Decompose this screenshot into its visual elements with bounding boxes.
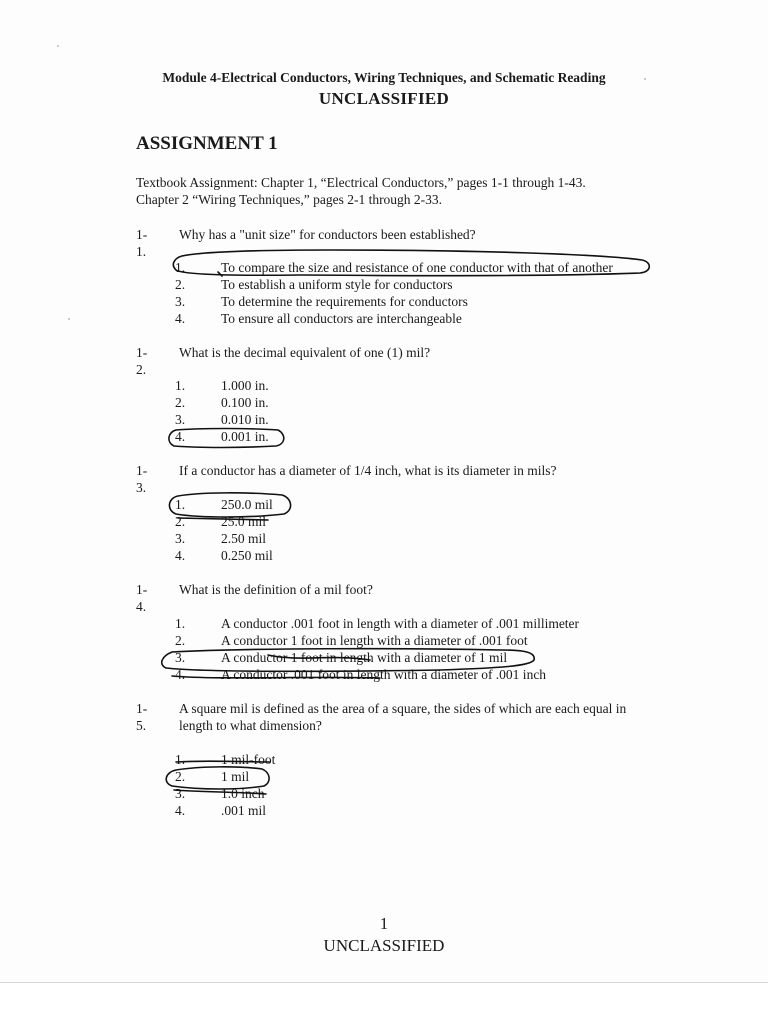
textbook-line-1: Textbook Assignment: Chapter 1, “Electrical Conductors,” pages 1-1 through 1-43. <box>136 175 586 190</box>
question-number: 1-2. <box>136 345 148 377</box>
textbook-line-2: Chapter 2 “Wiring Techniques,” pages 2-1 through 2-33. <box>136 192 443 207</box>
header-classification: UNCLASSIFIED <box>318 89 450 108</box>
question-number: 1-1. <box>136 227 148 259</box>
question-number: 1-4. <box>136 582 148 614</box>
scan-speck <box>57 45 59 47</box>
answer-circle-1-2 <box>169 429 284 448</box>
answer-circle-1-1 <box>173 250 649 276</box>
page-divider <box>0 982 768 983</box>
document-page: Module 4-Electrical Conductors, Wiring Techniques, and Schematic Reading UNCLASSIFIED ASSIGNMENT 1 Textbook Assignment: Chapter 1, “Electrical Conductors,” pages 1-1 through 1-43. Chapter 2 “Wiring Techniques,” pages 2-1 through 2-33. 1-1. Why has a "unit size" for conductors been established? 1. To compare the size and resistance of one conductor with that of another 2. To establish a uniform style for conductors 3. To determine the requirements for conductors 4. To ensure all conductors are interchangeable 1-2. What is the decimal equivalent of one (1) mil? 1. 1.000 in. 2. 0.100 in. 3. 0.010 in. 4. 0.001 in. 1-3. If a conductor has a diameter of 1/4 inch, what is its diameter in mils? 1. 250.0 mil 2. 25.0 mil 3. 2.50 mil 4. 0.250 mil 1-4. What is the definition of a mil foot? 1. A conductor .001 foot in length with a diameter of .001 millimeter 2. A conductor 1 foot in length with a diameter of .001 foot 3. A conductor 1 foot in length with a diameter of 1 mil 4. A conductor .001 foot in length with a diameter of .001 inch 1-5. A square mil is defined as the area of a square, the sides of which are each equal in length to what dimension? 1. 1 mil-foot 2. 1 mil 3. 1.0 inch 4. .001 mil 1 UNCLASSIFIED <box>0 0 768 982</box>
question-text: What is the decimal equivalent of one (1) mil? <box>179 345 431 360</box>
scan-speck <box>68 318 70 320</box>
question-text: A square mil is defined as the area of a square, the sides of which are each equal in length to what dimension? <box>179 701 627 733</box>
page-number: 1 <box>379 914 389 933</box>
question-text: What is the definition of a mil foot? <box>179 582 373 597</box>
answer-circle-1-3 <box>169 493 290 517</box>
assignment-title: ASSIGNMENT 1 <box>136 133 278 154</box>
scan-speck <box>644 78 646 80</box>
answer-circle-1-4 <box>162 649 534 672</box>
question-text: If a conductor has a diameter of 1/4 inch, what is its diameter in mils? <box>179 463 557 478</box>
answer-circle-1-5 <box>166 767 269 789</box>
module-title: Module 4-Electrical Conductors, Wiring Techniques, and Schematic Reading <box>162 70 606 85</box>
footer-classification: UNCLASSIFIED <box>323 936 445 955</box>
question-text: Why has a "unit size" for conductors been established? <box>179 227 476 242</box>
question-number: 1-5. <box>136 701 148 733</box>
question-number: 1-3. <box>136 463 148 495</box>
